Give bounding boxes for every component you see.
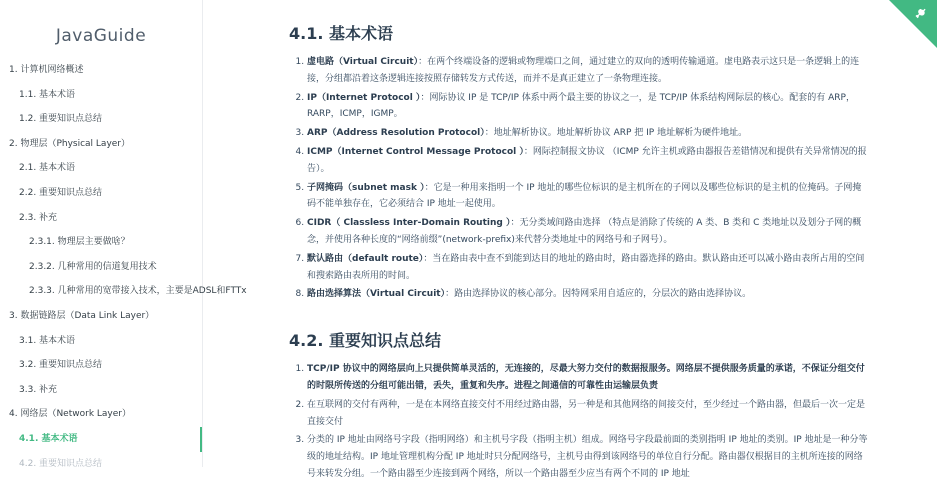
sidebar-item[interactable]: 4.1. 基本术语 [0, 427, 202, 452]
list-item [307, 432, 869, 482]
list-item [307, 144, 869, 178]
sidebar-item[interactable]: 4. 网络层（Network Layer） [9, 409, 131, 420]
sidebar [0, 0, 247, 469]
basic-terms-list [289, 54, 869, 303]
github-corner-icon[interactable] [889, 0, 937, 48]
sidebar-item[interactable]: 3.2. 重要知识点总结 [19, 360, 103, 371]
section-heading-key-points: 4.2. 重要知识点总结 [289, 331, 441, 351]
list-item [307, 397, 869, 431]
term-description: ：地址解析协议。地址解析协议 ARP 把 IP 地址解析为硬件地址。 [484, 128, 748, 139]
term-description: ：网际协议 IP 是 TCP/IP 体系中两个最主要的协议之一，是 TCP/IP 体系结构网际层的核心。配套的有 ARP，RARP，ICMP，IGMP。 [307, 92, 855, 120]
term-description: 在互联网的交付有两种，一是在本网络直接交付不用经过路由器，另一种是和其他网络的间接交付，至少经过一个路由器，但最后一次一定是直接交付 [307, 399, 866, 427]
sidebar-title[interactable]: JavaGuide [55, 26, 147, 46]
sidebar-item[interactable]: 1.2. 重要知识点总结 [19, 114, 103, 125]
term-label: CIDR（ Classless Inter-Domain Routing ） [307, 218, 511, 229]
list-item [307, 54, 869, 88]
sidebar-item[interactable]: 2.2. 重要知识点总结 [19, 187, 103, 198]
list-item [307, 125, 869, 142]
list-item [307, 90, 869, 124]
sidebar-item[interactable]: 2.3. 补充 [19, 212, 58, 223]
term-description: ：当在路由表中查不到能到达目的地址的路由时，路由器选择的路由。默认路由还可以减小路由表所占用的空间和搜索路由表所用的时间。 [307, 253, 865, 281]
list-item [307, 286, 869, 303]
term-label: 子网掩码（subnet mask ） [307, 182, 425, 193]
term-label: IP（Internet Protocol ） [307, 92, 421, 103]
term-label: TCP/IP 协议中的网络层向上只提供简单灵活的，无连接的，尽最大努力交付的数据报服务。网络层不提供服务质量的承诺，不保证分组交付的时限所传送的分组可能出错，丢失，重复和失序。进程之间通信的可靠性由运输层负责 [307, 364, 865, 391]
sidebar-item[interactable]: 1.1. 基本术语 [19, 89, 76, 100]
sidebar-item[interactable]: 2.3.2. 几种常用的信道复用技术 [29, 261, 157, 272]
sidebar-item[interactable]: 3. 数据链路层（Data Link Layer） [9, 310, 155, 321]
key-points-list [289, 361, 869, 483]
term-description: ：在两个终端设备的逻辑或物理端口之间，通过建立的双向的透明传输通道。虚电路表示这只是一条逻辑上的连接，分组都沿着这条逻辑连接按照存储转发方式传送，而并不是真正建立了一条物理连接。 [307, 57, 860, 84]
term-label: 虚电路（Virtual Circuit） [307, 57, 419, 67]
sidebar-item[interactable]: 2.3.1. 物理层主要做啥？ [29, 237, 130, 248]
sidebar-item[interactable]: 2.3.3. 几种常用的宽带接入技术，主要是ADSL和FTTx [29, 286, 247, 297]
sidebar-item[interactable]: 3.1. 基本术语 [19, 335, 76, 346]
main-content [204, 0, 937, 479]
term-label: ICMP（Internet Control Message Protocol ） [307, 146, 524, 157]
list-item [307, 180, 869, 214]
term-description: ：路由选择协议的核心部分。因特网采用自适应的，分层次的路由选择协议。 [445, 289, 752, 300]
section-heading-basic-terms: 4.1. 基本术语 [289, 24, 393, 43]
term-label: ARP（Address Resolution Protocol） [307, 128, 485, 139]
sidebar-item[interactable]: 4.2. 重要知识点总结 [19, 458, 103, 469]
term-description: ：网际控制报文协议 （ICMP 允许主机或路由器报告差错情况和提供有关异常情况的报告）。 [307, 146, 867, 174]
term-description: 分类的 IP 地址由网络号字段（指明网络）和主机号字段（指明主机）组成。网络号字段最前面的类别指明 IP 地址的类别。IP 地址是一种分等级的地址结构。IP 地址管理机构分配 IP 地址时只分配网络号，主机号由得到该网络号的单位自行分配。路由器仅根据目的主机所连接的网络号来转发分组。一个路由器至少连接到两个网络，所以一个路由器至少应当有两个不同的 IP 地址 [307, 435, 868, 479]
list-item [307, 361, 869, 395]
table-of-contents [0, 58, 247, 476]
sidebar-item[interactable]: 3.3. 补充 [19, 384, 58, 395]
list-item [307, 215, 869, 249]
sidebar-item[interactable]: 2.1. 基本术语 [19, 163, 76, 174]
term-description: ：它是一种用来指明一个 IP 地址的哪些位标识的是主机所在的子网以及哪些位标识的是主机的位掩码。子网掩码不能单独存在，它必须结合 IP 地址一起使用。 [307, 182, 862, 210]
term-label: 路由选择算法（Virtual Circuit） [307, 289, 446, 300]
sidebar-item[interactable]: 1. 计算机网络概述 [9, 65, 84, 75]
term-label: 默认路由（default route） [307, 253, 424, 264]
list-item [307, 251, 869, 285]
term-description: ：无分类域间路由选择 （特点是消除了传统的 A 类、B 类和 C 类地址以及划分子网的概念，并使用各种长度的“网络前缀”(network-prefix)来代替分类地址中的网络号和子网号）。 [307, 218, 862, 245]
sidebar-item[interactable]: 2. 物理层（Physical Layer） [9, 138, 131, 149]
